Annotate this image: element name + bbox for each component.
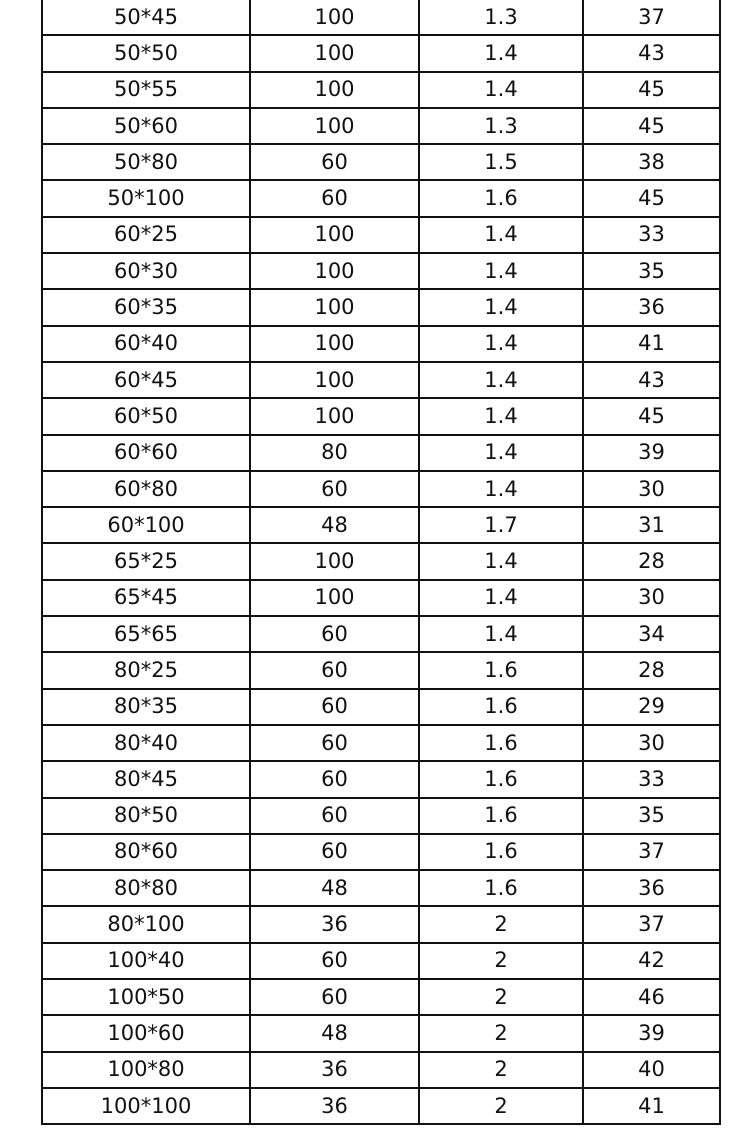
size-cell: 60*45 — [42, 362, 250, 398]
table-row — [42, 943, 720, 979]
thickness-cell: 2 — [419, 979, 583, 1015]
size-cell: 100*60 — [42, 1015, 250, 1051]
quantity-cell: 60 — [250, 180, 419, 216]
thickness-cell: 1.6 — [419, 180, 583, 216]
size-cell: 50*55 — [42, 72, 250, 108]
table-row — [42, 870, 720, 906]
thickness-cell: 1.6 — [419, 834, 583, 870]
thickness-cell: 1.4 — [419, 289, 583, 325]
table-row — [42, 1015, 720, 1051]
size-cell: 80*50 — [42, 798, 250, 834]
spec-table — [41, 0, 721, 1125]
table-row — [42, 798, 720, 834]
table-row — [42, 725, 720, 761]
size-cell: 50*80 — [42, 144, 250, 180]
weight-cell: 28 — [583, 652, 720, 688]
weight-cell: 41 — [583, 326, 720, 362]
table-row — [42, 398, 720, 434]
quantity-cell: 80 — [250, 435, 419, 471]
thickness-cell: 1.4 — [419, 471, 583, 507]
quantity-cell: 36 — [250, 1052, 419, 1088]
table-row — [42, 834, 720, 870]
weight-cell: 30 — [583, 725, 720, 761]
table-row — [42, 507, 720, 543]
size-cell: 60*40 — [42, 326, 250, 362]
quantity-cell: 36 — [250, 906, 419, 942]
weight-cell: 33 — [583, 761, 720, 797]
table-row — [42, 580, 720, 616]
quantity-cell: 60 — [250, 979, 419, 1015]
table-row — [42, 906, 720, 942]
weight-cell: 45 — [583, 72, 720, 108]
weight-cell: 36 — [583, 289, 720, 325]
size-cell: 60*35 — [42, 289, 250, 325]
quantity-cell: 60 — [250, 834, 419, 870]
thickness-cell: 2 — [419, 1015, 583, 1051]
thickness-cell: 1.5 — [419, 144, 583, 180]
table-row — [42, 217, 720, 253]
quantity-cell: 60 — [250, 943, 419, 979]
table-row — [42, 362, 720, 398]
size-cell: 50*60 — [42, 108, 250, 144]
table-row — [42, 253, 720, 289]
weight-cell: 28 — [583, 543, 720, 579]
thickness-cell: 1.6 — [419, 652, 583, 688]
thickness-cell: 1.4 — [419, 217, 583, 253]
quantity-cell: 100 — [250, 35, 419, 71]
quantity-cell: 100 — [250, 108, 419, 144]
thickness-cell: 1.3 — [419, 108, 583, 144]
quantity-cell: 100 — [250, 398, 419, 434]
weight-cell: 29 — [583, 689, 720, 725]
quantity-cell: 48 — [250, 507, 419, 543]
thickness-cell: 2 — [419, 1088, 583, 1124]
table-row — [42, 1088, 720, 1124]
table-row — [42, 435, 720, 471]
weight-cell: 34 — [583, 616, 720, 652]
quantity-cell: 100 — [250, 72, 419, 108]
size-cell: 100*50 — [42, 979, 250, 1015]
size-cell: 100*80 — [42, 1052, 250, 1088]
weight-cell: 42 — [583, 943, 720, 979]
size-cell: 65*25 — [42, 543, 250, 579]
weight-cell: 39 — [583, 435, 720, 471]
thickness-cell: 1.4 — [419, 616, 583, 652]
thickness-cell: 1.4 — [419, 543, 583, 579]
quantity-cell: 36 — [250, 1088, 419, 1124]
table-row — [42, 543, 720, 579]
weight-cell: 33 — [583, 217, 720, 253]
weight-cell: 37 — [583, 906, 720, 942]
quantity-cell: 60 — [250, 471, 419, 507]
quantity-cell: 100 — [250, 326, 419, 362]
size-cell: 60*25 — [42, 217, 250, 253]
size-cell: 50*45 — [42, 0, 250, 35]
table-row — [42, 144, 720, 180]
thickness-cell: 1.6 — [419, 870, 583, 906]
size-cell: 60*60 — [42, 435, 250, 471]
quantity-cell: 100 — [250, 0, 419, 35]
weight-cell: 37 — [583, 0, 720, 35]
quantity-cell: 100 — [250, 253, 419, 289]
thickness-cell: 1.3 — [419, 0, 583, 35]
quantity-cell: 60 — [250, 798, 419, 834]
weight-cell: 43 — [583, 35, 720, 71]
thickness-cell: 1.4 — [419, 326, 583, 362]
table-row — [42, 616, 720, 652]
table-row — [42, 289, 720, 325]
size-cell: 60*30 — [42, 253, 250, 289]
table-row — [42, 689, 720, 725]
size-cell: 80*80 — [42, 870, 250, 906]
thickness-cell: 2 — [419, 1052, 583, 1088]
quantity-cell: 48 — [250, 870, 419, 906]
size-cell: 65*65 — [42, 616, 250, 652]
thickness-cell: 1.4 — [419, 72, 583, 108]
table-row — [42, 108, 720, 144]
table-row — [42, 72, 720, 108]
quantity-cell: 48 — [250, 1015, 419, 1051]
weight-cell: 45 — [583, 398, 720, 434]
size-cell: 50*100 — [42, 180, 250, 216]
quantity-cell: 60 — [250, 689, 419, 725]
size-cell: 60*80 — [42, 471, 250, 507]
thickness-cell: 1.6 — [419, 725, 583, 761]
thickness-cell: 1.6 — [419, 689, 583, 725]
weight-cell: 36 — [583, 870, 720, 906]
size-cell: 100*100 — [42, 1088, 250, 1124]
table-row — [42, 326, 720, 362]
weight-cell: 38 — [583, 144, 720, 180]
table-row — [42, 471, 720, 507]
quantity-cell: 100 — [250, 580, 419, 616]
size-cell: 65*45 — [42, 580, 250, 616]
thickness-cell: 1.6 — [419, 761, 583, 797]
size-cell: 80*40 — [42, 725, 250, 761]
size-cell: 80*25 — [42, 652, 250, 688]
quantity-cell: 100 — [250, 217, 419, 253]
thickness-cell: 1.4 — [419, 398, 583, 434]
thickness-cell: 2 — [419, 943, 583, 979]
size-cell: 80*45 — [42, 761, 250, 797]
weight-cell: 39 — [583, 1015, 720, 1051]
table-row — [42, 979, 720, 1015]
size-cell: 80*60 — [42, 834, 250, 870]
quantity-cell: 100 — [250, 543, 419, 579]
weight-cell: 35 — [583, 253, 720, 289]
size-cell: 50*50 — [42, 35, 250, 71]
table-row — [42, 761, 720, 797]
table-row — [42, 180, 720, 216]
table-row — [42, 652, 720, 688]
thickness-cell: 2 — [419, 906, 583, 942]
size-cell: 100*40 — [42, 943, 250, 979]
weight-cell: 46 — [583, 979, 720, 1015]
quantity-cell: 60 — [250, 616, 419, 652]
size-cell: 80*100 — [42, 906, 250, 942]
thickness-cell: 1.4 — [419, 362, 583, 398]
size-cell: 60*50 — [42, 398, 250, 434]
thickness-cell: 1.4 — [419, 435, 583, 471]
size-cell: 60*100 — [42, 507, 250, 543]
weight-cell: 37 — [583, 834, 720, 870]
quantity-cell: 100 — [250, 289, 419, 325]
weight-cell: 35 — [583, 798, 720, 834]
thickness-cell: 1.4 — [419, 580, 583, 616]
weight-cell: 31 — [583, 507, 720, 543]
thickness-cell: 1.6 — [419, 798, 583, 834]
quantity-cell: 60 — [250, 144, 419, 180]
weight-cell: 30 — [583, 580, 720, 616]
quantity-cell: 60 — [250, 652, 419, 688]
quantity-cell: 60 — [250, 725, 419, 761]
weight-cell: 30 — [583, 471, 720, 507]
weight-cell: 43 — [583, 362, 720, 398]
quantity-cell: 100 — [250, 362, 419, 398]
table-row — [42, 35, 720, 71]
weight-cell: 45 — [583, 108, 720, 144]
spec-table-body — [42, 0, 720, 1124]
quantity-cell: 60 — [250, 761, 419, 797]
thickness-cell: 1.4 — [419, 253, 583, 289]
table-row — [42, 1052, 720, 1088]
weight-cell: 45 — [583, 180, 720, 216]
weight-cell: 40 — [583, 1052, 720, 1088]
thickness-cell: 1.7 — [419, 507, 583, 543]
thickness-cell: 1.4 — [419, 35, 583, 71]
size-cell: 80*35 — [42, 689, 250, 725]
table-row — [42, 0, 720, 35]
weight-cell: 41 — [583, 1088, 720, 1124]
